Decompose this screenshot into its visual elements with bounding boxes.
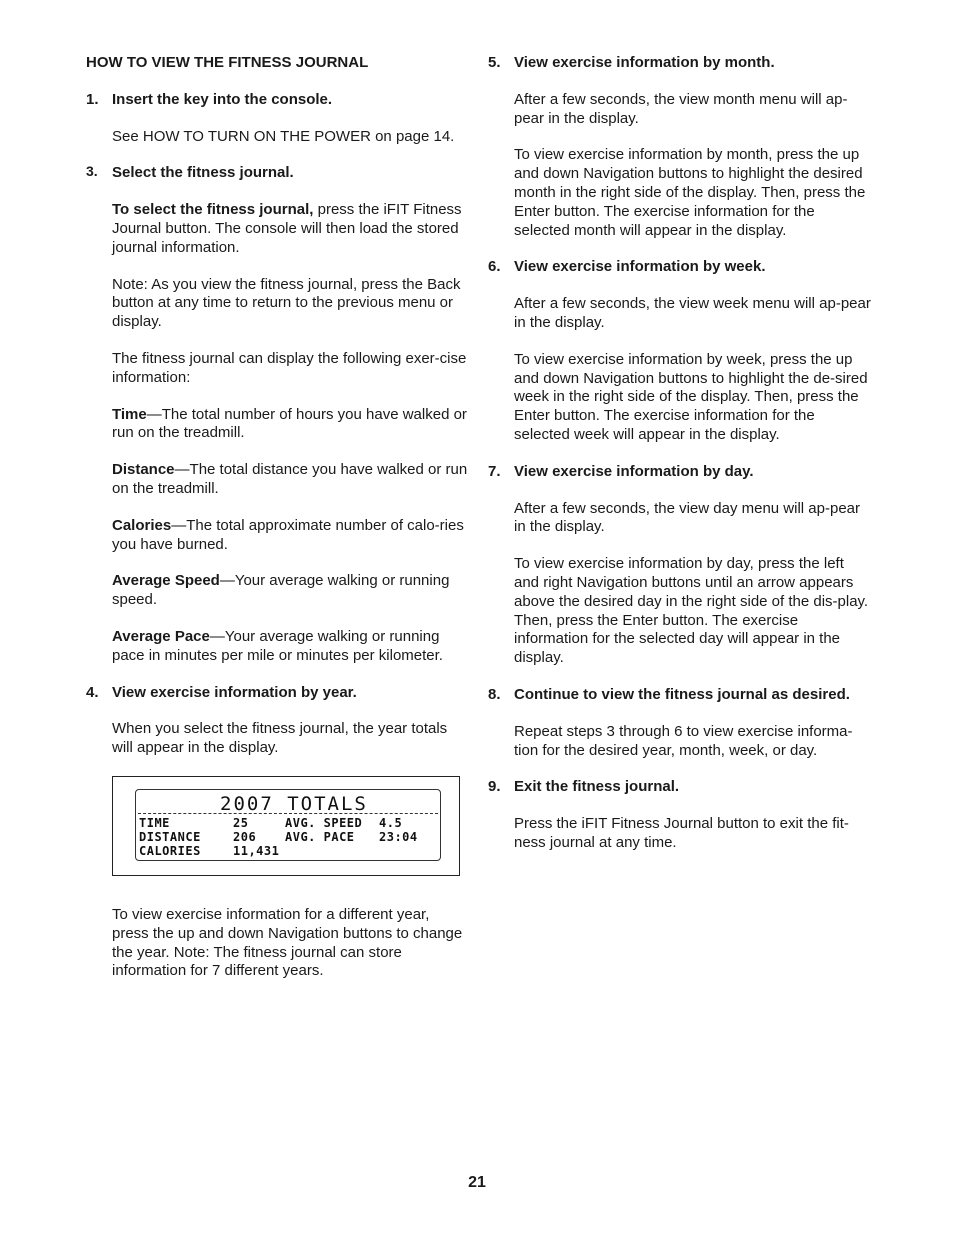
info-desc: —Your average walking or running pace in minutes per mile or minutes per kilometer. <box>112 627 443 664</box>
info-item-time <box>112 406 470 444</box>
console-title: 2007 TOTALS <box>220 792 368 815</box>
step-7 <box>488 463 872 668</box>
info-term: Average Speed <box>112 572 220 590</box>
step-text: After a few seconds, the view day menu will ap-pear in the display. <box>514 499 861 536</box>
console-value: 206 <box>233 829 257 844</box>
left-column <box>86 54 470 999</box>
step-title: Exit the fitness journal. <box>514 778 680 796</box>
console-display-figure <box>112 776 460 876</box>
step-text: To view exercise information by week, press the up and down Navigation buttons to highlight the de-sired week in the right side of the display. Then, press the Enter button. The exercise information for the selected week will appear in the display. <box>514 350 868 443</box>
console-row-calories <box>139 843 280 900</box>
console-label: DISTANCE <box>139 829 201 844</box>
step-title: Insert the key into the console. <box>112 90 333 108</box>
right-column <box>488 54 872 871</box>
console-value: 25 <box>233 815 249 830</box>
step-note: Note: As you view the fitness journal, press the Back button at any time to return to the previous menu or display. <box>112 275 461 331</box>
step-title: View exercise information by year. <box>112 683 357 701</box>
step-text <box>112 201 470 257</box>
step-title: Select the fitness journal. <box>112 164 294 182</box>
step-number: 9. <box>488 778 501 796</box>
console-divider <box>138 813 438 814</box>
step-text: To view exercise information by day, press the left and right Navigation buttons until an arrow appears above the desired day in the right side of the dis-play. Then, press the Enter button. The exercise information for the selected day will appear in the display. <box>514 555 869 667</box>
bold-lead: To select the fitness journal, <box>112 201 314 219</box>
step-text: After a few seconds, the view week menu will ap-pear in the display. <box>514 295 871 331</box>
info-item-average-pace <box>112 628 470 666</box>
text-rest: press the iFIT Fitness Journal button. The console will then load the stored journal information. <box>112 201 462 256</box>
info-term: Distance <box>112 461 175 479</box>
step-number: 8. <box>488 685 501 703</box>
info-term: Average Pace <box>112 627 210 645</box>
console-label: CALORIES <box>139 843 201 858</box>
info-term: Time <box>112 405 147 423</box>
step-text: Press the iFIT Fitness Journal button to exit the fit-ness journal at any time. <box>514 815 849 851</box>
console-label: TIME <box>139 815 170 830</box>
step-text: To view exercise information for a different year, press the up and down Navigation buttons to change the year. Note: The fitness journal can store information for 7 different years. <box>112 905 463 980</box>
step-number: 5. <box>488 54 501 71</box>
section-heading: HOW TO VIEW THE FITNESS JOURNAL <box>86 54 369 71</box>
info-desc: —The total distance you have walked or run on the treadmill. <box>112 461 468 497</box>
step-number: 3. <box>86 163 98 180</box>
console-value: 23:04 <box>379 829 418 844</box>
step-number: 1. <box>86 90 99 108</box>
console-label: AVG. PACE <box>285 829 355 844</box>
info-desc: —Your average walking or running speed. <box>112 572 450 609</box>
step-number: 4. <box>86 683 99 701</box>
step-title: View exercise information by day. <box>514 462 754 480</box>
step-text: The fitness journal can display the following exer-cise information: <box>112 349 467 386</box>
console-value: 4.5 <box>379 815 403 830</box>
step-number: 7. <box>488 462 501 480</box>
console-screen <box>135 789 441 861</box>
step-number: 6. <box>488 258 501 276</box>
step-3 <box>86 164 470 665</box>
info-item-calories <box>112 517 470 555</box>
info-item-distance <box>112 461 470 499</box>
info-desc: —The total approximate number of calo-ries you have burned. <box>112 516 464 553</box>
step-text: Repeat steps 3 through 6 to view exercise informa-tion for the desired year, month, week, or day. <box>514 722 853 759</box>
step-text: When you select the fitness journal, the year totals will appear in the display. <box>112 720 448 757</box>
step-title: View exercise information by week. <box>514 258 766 276</box>
step-4 <box>86 684 470 982</box>
info-item-average-speed <box>112 572 470 610</box>
step-title: View exercise information by month. <box>514 54 775 71</box>
console-label: AVG. SPEED <box>285 815 363 830</box>
step-text: See HOW TO TURN ON THE POWER on page 14. <box>112 127 455 145</box>
info-desc: —The total number of hours you have walked or run on the treadmill. <box>112 405 467 442</box>
step-6 <box>488 258 872 444</box>
info-term: Calories <box>112 516 172 534</box>
step-title: Continue to view the fitness journal as desired. <box>514 685 850 703</box>
console-value: 11,431 <box>233 843 280 858</box>
step-text: To view exercise information by month, press the up and down Navigation buttons to highlight the desired month in the right side of the display. Then, press the Enter button. The exercise information for the selected month will appear in the display. <box>514 146 866 239</box>
step-text: After a few seconds, the view month menu will ap-pear in the display. <box>514 90 848 127</box>
step-5 <box>488 54 872 240</box>
step-1 <box>86 91 470 147</box>
step-9 <box>488 778 872 852</box>
step-8 <box>488 686 872 760</box>
page-number: 21 <box>468 1174 486 1191</box>
